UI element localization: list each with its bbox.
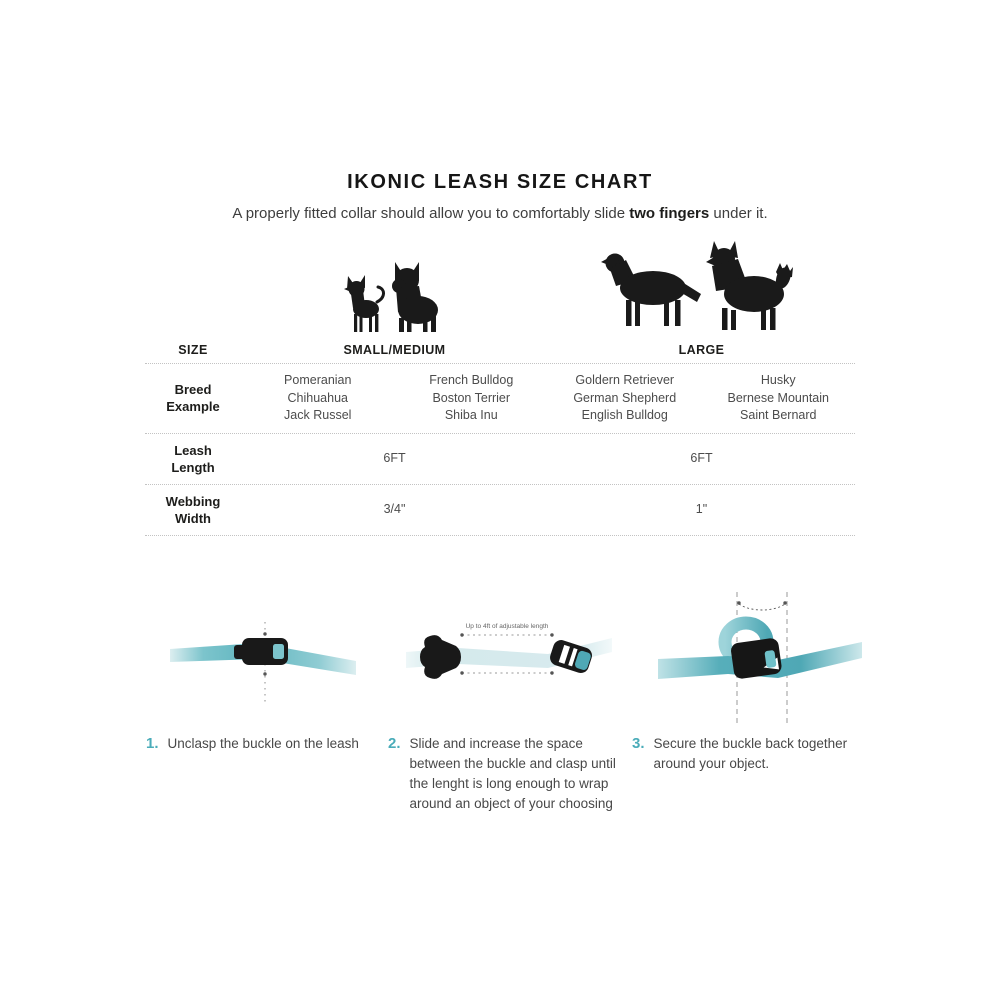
row-label-webbing-width: Webbing Width bbox=[165, 493, 221, 526]
breed-example-row bbox=[145, 364, 855, 434]
header-large: LARGE bbox=[678, 342, 725, 357]
subtitle-text-end: under it. bbox=[709, 205, 768, 222]
husky-silhouette bbox=[706, 241, 793, 330]
webbing-width-row bbox=[145, 485, 855, 536]
step-3-text: Secure the buckle back together around your object. bbox=[653, 736, 848, 771]
arc-dot bbox=[783, 601, 786, 604]
header-small-medium: SMALL/MEDIUM bbox=[343, 342, 446, 357]
step2-leash-illustration bbox=[398, 602, 616, 712]
subtitle-text: A properly fitted collar should allow you to comfortably slide bbox=[232, 205, 630, 222]
leash-length-small-medium: 6FT bbox=[383, 450, 406, 465]
step-1 bbox=[146, 734, 359, 754]
table-header-row bbox=[145, 336, 855, 364]
breed-cell-medium: French Bulldog Boston Terrier Shiba Inu bbox=[429, 373, 514, 422]
header-size: SIZE bbox=[178, 342, 208, 357]
buckle-closed bbox=[234, 638, 288, 665]
leash-length-row bbox=[145, 434, 855, 485]
step-2-text: Slide and increase the space between the buckle and clasp until the lenght is long enough to wrap around an object of your choosing bbox=[409, 736, 616, 811]
step-2 bbox=[388, 734, 616, 814]
buckle-secured bbox=[730, 637, 783, 679]
chihuahua-silhouette bbox=[344, 275, 384, 332]
step-3 bbox=[632, 734, 847, 774]
leash-length-large: 6FT bbox=[690, 450, 713, 465]
webbing-width-small-medium: 3/4" bbox=[383, 501, 406, 516]
small-dogs-icon bbox=[338, 256, 444, 334]
measure-dot bbox=[460, 671, 463, 674]
breed-cell-small: Pomeranian Chihuahua Jack Russel bbox=[284, 373, 352, 422]
buckle-female-part bbox=[420, 635, 461, 679]
breed-cell-large-1: Goldern Retriever German Shepherd English Bulldog bbox=[573, 373, 677, 422]
arc-dot bbox=[737, 601, 740, 604]
adjustable-length-annotation: Up to 4ft of adjustable length bbox=[465, 623, 549, 630]
golden-retriever-silhouette bbox=[601, 254, 701, 327]
subtitle bbox=[0, 205, 1000, 222]
step1-leash-illustration bbox=[168, 615, 358, 715]
row-label-breed: Breed Example bbox=[166, 382, 220, 415]
row-label-leash-length: Leash Length bbox=[171, 442, 215, 475]
guide-dot-top bbox=[263, 632, 266, 635]
size-table bbox=[145, 336, 855, 536]
step-1-number: 1. bbox=[146, 735, 159, 752]
measure-dot bbox=[550, 633, 553, 636]
measure-dot bbox=[550, 671, 553, 674]
step-1-text: Unclasp the buckle on the leash bbox=[167, 736, 359, 751]
step-2-number: 2. bbox=[388, 735, 401, 752]
step3-leash-illustration bbox=[658, 582, 862, 732]
guide-dot-bottom bbox=[263, 672, 266, 675]
webbing-width-large: 1" bbox=[695, 501, 708, 516]
step-3-number: 3. bbox=[632, 735, 645, 752]
width-arc bbox=[739, 604, 785, 610]
clasp-male-part bbox=[548, 638, 594, 675]
large-dogs-icon bbox=[598, 236, 796, 334]
breed-cell-large-2: Husky Bernese Mountain Saint Bernard bbox=[727, 373, 829, 422]
french-bulldog-silhouette bbox=[392, 262, 438, 332]
measure-dot bbox=[460, 633, 463, 636]
subtitle-bold: two fingers bbox=[629, 205, 710, 222]
page-title: IKONIC LEASH SIZE CHART bbox=[347, 171, 653, 193]
